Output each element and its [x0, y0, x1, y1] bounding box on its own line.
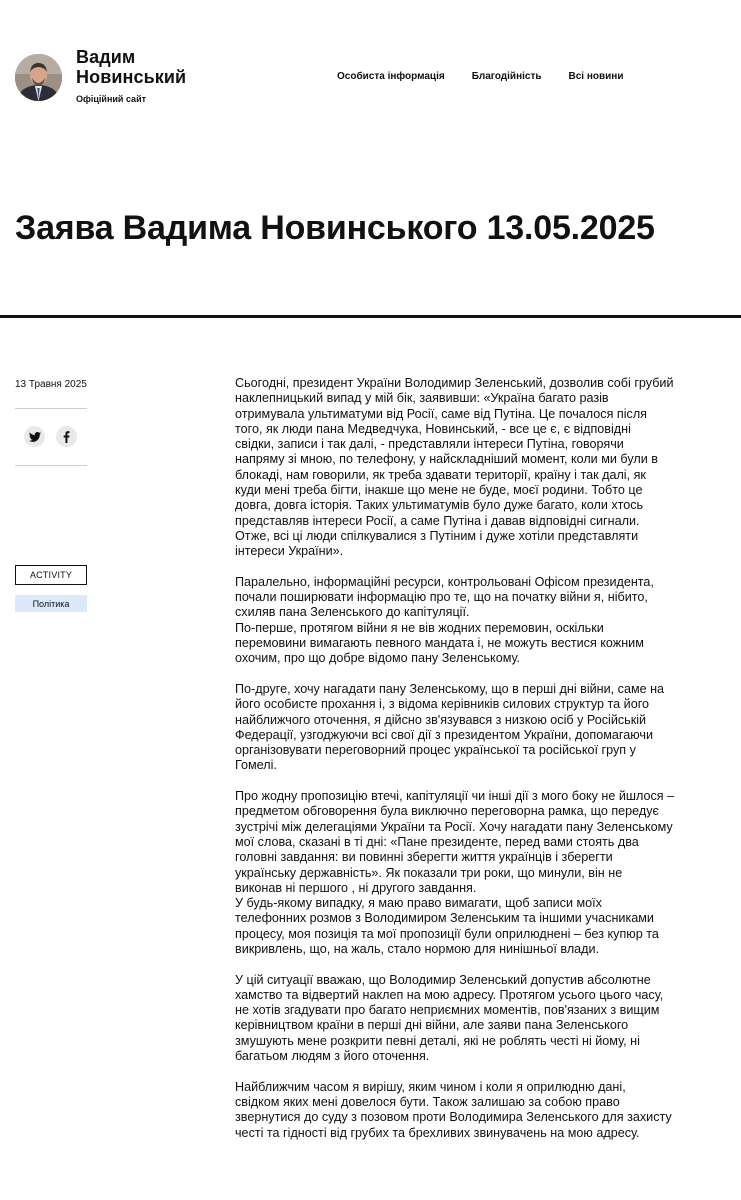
- article-line: звернутися до суду з позовом проти Володимира Зеленського для захисту: [235, 1110, 672, 1125]
- article-line: його особисте прохання і, з відома керівників силових структур та його: [235, 697, 650, 712]
- article-line: По-друге, хочу нагадати пану Зеленському, що в перші дні війни, саме на: [235, 681, 665, 696]
- article-line: У будь-якому випадку, я маю право вимагати, щоб записи моїх: [235, 896, 602, 911]
- sidebar-divider: [15, 408, 87, 409]
- article-line: почали поширювати інформацію про те, що на початку війни я, нібито,: [235, 590, 648, 605]
- article-line: перемовини вимагають певного мандата і, не можуть вестися кожним: [235, 636, 644, 651]
- article-line: мої слова, сказані в ті дні: «Пане президенте, перед вами стоять два: [235, 834, 639, 849]
- twitter-icon: [29, 432, 41, 442]
- article-line: не хотів згадувати про багато неприємних моментів, пов'язаних з вищим: [235, 1003, 660, 1018]
- article-date: 13 Травня 2025: [15, 379, 87, 390]
- article-line: наклепницький випад у мій бік, заявивши: «Україна багато разів: [235, 391, 609, 406]
- article-line: організовувати переговорний процес української та російської груп у: [235, 743, 636, 758]
- article-line: охочим, про що добре відомо пану Зеленському.: [235, 651, 521, 666]
- article-paragraph: [235, 789, 705, 957]
- share-buttons: [24, 426, 88, 447]
- article-line: Гомелі.: [235, 758, 277, 773]
- article-line: Про жодну пропозицію втечі, капітуляції чи інші дії з мого боку не йшлося –: [235, 789, 675, 804]
- article-line: свідком яких мені довелося бути. Також залишаю за собою право: [235, 1094, 620, 1109]
- article-line: довга, довга історія. Таких ультиматумів було дуже багато, коли хтось: [235, 498, 644, 513]
- article-line: По-перше, протягом війни я не вів жодних перемовин, оскільки: [235, 620, 604, 635]
- avatar[interactable]: [15, 54, 62, 101]
- article-line: представляв інтереси Росії, а саме Путіна і давав відповідні сигнали.: [235, 513, 640, 528]
- article-line: хамство та відвертий наклеп на мою адресу. Протягом усього цього часу,: [235, 987, 664, 1002]
- article-line: українську державність». Як показали три роки, що минули, він не: [235, 865, 623, 880]
- nav-item-personal-info[interactable]: Особиста інформація: [337, 71, 445, 82]
- category-tag-activity[interactable]: ACTIVITY: [15, 565, 87, 585]
- article-line: найближчого оточення, я дійсно зв'язувався з низкою осіб у Російській: [235, 712, 647, 727]
- nav-item-all-news[interactable]: Всі новини: [568, 71, 624, 82]
- share-twitter-button[interactable]: [24, 426, 45, 447]
- article-line: змушують мене розкрити певні деталі, які не роблять честі ні йому, ні: [235, 1033, 640, 1048]
- article-line: схиляв пана Зеленського до капітуляції.: [235, 605, 470, 620]
- article-line: багатьом людям з його оточення.: [235, 1049, 430, 1064]
- facebook-icon: [63, 431, 70, 443]
- article-line: Сьогодні, президент України Володимир Зеленський, дозволив собі грубий: [235, 376, 674, 390]
- nav-item-charity[interactable]: Благодійність: [471, 71, 542, 82]
- article-body: [235, 376, 705, 1156]
- article-paragraph: [235, 376, 705, 560]
- article-line: викривлень, що, на жаль, стало нормою для нинішньої влади.: [235, 941, 600, 956]
- sidebar-divider: [15, 465, 87, 466]
- article-line: того, як люди пана Медведчука, Новинський, - все це є, є відповідні: [235, 421, 631, 436]
- article-line: головні завдання: ви повинні зберегти життя українців і зберегти: [235, 850, 613, 865]
- avatar-photo-icon: [15, 54, 62, 101]
- page-title: Заява Вадима Новинського 13.05.2025: [15, 209, 655, 247]
- article-line: честі та гідності від грубих та брехливих звинувачень на мою адресу.: [235, 1125, 640, 1140]
- title-divider: [0, 315, 741, 318]
- article-line: Отже, всі ці люди спілкувалися з Путіним і дуже хотіли представляти: [235, 528, 639, 543]
- topic-tag-politics[interactable]: Політика: [15, 595, 87, 612]
- site-header: [0, 0, 741, 130]
- article-line: свідки, записи і так далі, - представляли інтереси Путіна, говорячи: [235, 437, 624, 452]
- article-line: виконав ні першого , ні другого завдання.: [235, 880, 477, 895]
- article-line: отримувала ультиматуми від Росії, саме від Путіна. Це почалося після: [235, 406, 647, 421]
- article-line: напряму зі мною, по телефону, у найскладніший момент, коли ми були в: [235, 452, 658, 467]
- article-line: процесу, моя позиція та мої пропозиції були оприлюднені – без купюр та: [235, 926, 659, 941]
- brand-subtitle: Офіційний сайт: [76, 94, 147, 104]
- article-line: зустрічі між делегаціями України та Росії. Хочу нагадати пану Зеленському: [235, 819, 673, 834]
- brand-name-last: Новинський: [76, 67, 187, 87]
- article-line: інтереси України».: [235, 544, 344, 559]
- article-paragraph: [235, 973, 705, 1065]
- article-line: куди мені треба бігти, інакше що мене не буде, моєї родини. Тобто це: [235, 483, 643, 498]
- brand-name[interactable]: [76, 47, 186, 87]
- article-line: Паралельно, інформаційні ресурси, контрольовані Офісом президента,: [235, 574, 654, 589]
- article-line: предметом обговорення була виключно переговорна рамка, що передує: [235, 804, 659, 819]
- article-line: Федерації, узгоджуючи всі свої дії з президентом України, допомагаючи: [235, 727, 653, 742]
- article-paragraph: [235, 575, 705, 667]
- article-line: Найближчим часом я вирішу, яким чином і коли я оприлюдню дані,: [235, 1079, 626, 1094]
- article-paragraph: [235, 1080, 705, 1141]
- article-line: У цій ситуації вважаю, що Володимир Зеленський допустив абсолютне: [235, 972, 651, 987]
- share-facebook-button[interactable]: [56, 426, 77, 447]
- brand-name-first: Вадим: [76, 47, 136, 67]
- main-nav: [337, 71, 650, 82]
- article-paragraph: [235, 682, 705, 774]
- article-line: керівництвом країни в перші дні війни, але заяви пана Зеленського: [235, 1018, 629, 1033]
- article-line: блокаді, нам говорили, як треба здавати території, країну і так далі, як: [235, 467, 646, 482]
- article-line: телефонних розмов з Володимиром Зеленським та іншими учасниками: [235, 911, 654, 926]
